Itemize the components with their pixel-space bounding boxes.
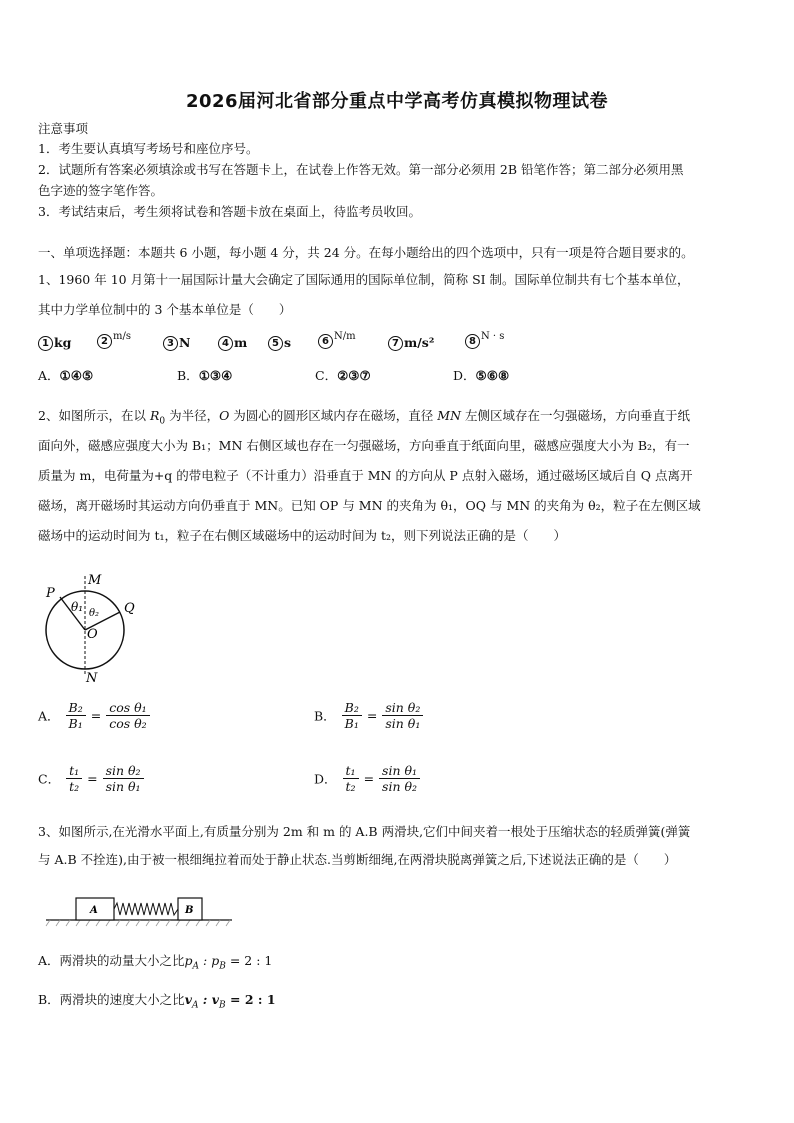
q1-line-1: 1、1960 年 10 月第十一届国际计量大会确定了国际通用的国际单位制，简称 SI 制。国际单位制共有七个基本单位， <box>38 272 690 287</box>
q2-line-2: 面向外，磁感应强度大小为 B₁；MN 右侧区域也存在一匀强磁场，方向垂直于纸面向里，磁感应强度大小为 B₂，有一 <box>38 438 690 453</box>
q3-spring-figure <box>44 882 234 928</box>
label-m: M <box>88 573 102 588</box>
q1-unit-7: 7 m/s² <box>388 335 434 351</box>
q2-line-4: 磁场，离开磁场时其运动方向仍垂直于 MN。已知 OP 与 MN 的夹角为 θ₁，OQ 与 MN 的夹角为 θ₂，粒子在左侧区域 <box>38 498 701 513</box>
label-block-a: A <box>90 905 98 916</box>
notice-item-1: 1．考生要认真填写考场号和座位序号。 <box>38 141 259 156</box>
frac-left: $\frac{\text{t₁}}{\text{t₂}}$ <box>343 763 359 794</box>
frac-left: $\frac{\text{B₂}}{\text{B₁}}$ <box>342 700 362 731</box>
notice-heading: 注意事项 <box>38 121 89 136</box>
q1-line-2: 其中力学单位制中的 3 个基本单位是（ ） <box>38 302 292 317</box>
q2-line-3: 质量为 m，电荷量为+q 的带电粒子（不计重力）沿垂直于 MN 的方向从 P 点射入磁场，通过磁场区域后自 Q 点离开 <box>38 468 693 483</box>
label-o: O <box>87 627 98 642</box>
floor-hatch <box>46 920 230 926</box>
label-q: Q <box>124 601 135 616</box>
frac-left: $\frac{\text{B₂}}{\text{B₁}}$ <box>66 700 86 731</box>
q1-unit-5: 5 s <box>268 335 291 351</box>
frac-right: $\frac{\text{sin θ₂}}{\text{sin θ₁}}$ <box>103 763 144 794</box>
frac-right: $\frac{\text{sin θ₂}}{\text{sin θ₁}}$ <box>382 700 423 731</box>
q3-option-b[interactable]: B．两滑块的速度大小之比$v_A$ : $v_B = 2$ : 1 <box>38 992 276 1011</box>
q3-line-1: 3、如图所示,在光滑水平面上,有质量分别为 2m 和 m 的 A.B 两滑块,它们中间夹着一根处于压缩状态的轻质弹簧(弹簧 <box>38 824 691 839</box>
label-theta1: θ₁ <box>71 600 84 614</box>
label-p: P <box>46 586 55 601</box>
notice-item-2: 2．试题所有答案必须填涂或书写在答题卡上，在试卷上作答无效。第一部分必须用 2B 铅笔作答；第二部分必须用黑 <box>38 162 684 177</box>
q1-unit-4: 4 m <box>218 335 247 351</box>
q2-line-1: 2、如图所示，在以 $R_0$ 为半径，O 为圆心的圆形区域内存在磁场，直径 MN 左侧区域存在一匀强磁场，方向垂直于纸 <box>38 408 691 427</box>
q3-line-2: 与 A.B 不拴连),由于被一根细绳拉着而处于静止状态.当剪断细绳,在两滑块脱离弹簧之后,下述说法正确的是（ ） <box>38 852 677 867</box>
frac-right: $\frac{\text{cos θ₁}}{\text{cos θ₂}}$ <box>106 700 149 731</box>
q2-option-b[interactable]: B． $\frac{\text{B₂}}{\text{B₁}}$ = $\frac{\text{sin θ₂}}{\text{sin θ₁}}$ <box>314 700 425 731</box>
q2-circle-figure <box>38 566 148 686</box>
notice-item-2-cont: 色字迹的签字笔作答。 <box>38 183 164 198</box>
q1-option-b[interactable]: B．①③④ <box>177 368 233 383</box>
label-theta2: θ₂ <box>89 608 100 619</box>
page-title: 2026届河北省部分重点中学高考仿真模拟物理试卷 <box>185 91 609 112</box>
q1-unit-1: 1 kg <box>38 335 71 351</box>
section-1-heading: 一、单项选择题：本题共 6 小题，每小题 4 分，共 24 分。在每小题给出的四个选项中，只有一项是符合题目要求的。 <box>38 245 694 260</box>
q2-line-5: 磁场中的运动时间为 t₁，粒子在右侧区域磁场中的运动时间为 t₂，则下列说法正确的是（ ） <box>38 528 567 543</box>
q2-option-a[interactable]: A． $\frac{\text{B₂}}{\text{B₁}}$ = $\frac{\text{cos θ₁}}{\text{cos θ₂}}$ <box>38 700 152 731</box>
q1-option-d[interactable]: D．⑤⑥⑧ <box>453 368 510 383</box>
compressed-spring <box>114 903 178 915</box>
frac-left: $\frac{\text{t₁}}{\text{t₂}}$ <box>66 763 82 794</box>
q1-unit-8: 8 $^{N \cdot s}$ <box>465 333 504 349</box>
q2-option-d[interactable]: D． $\frac{\text{t₁}}{\text{t₂}}$ = $\frac{\text{sin θ₁}}{\text{sin θ₂}}$ <box>314 763 422 794</box>
notice-item-3: 3．考试结束后，考生须将试卷和答题卡放在桌面上，待监考员收回。 <box>38 204 421 219</box>
frac-right: $\frac{\text{sin θ₁}}{\text{sin θ₂}}$ <box>379 763 420 794</box>
q2-option-c[interactable]: C． $\frac{\text{t₁}}{\text{t₂}}$ = $\frac{\text{sin θ₂}}{\text{sin θ₁}}$ <box>38 763 146 794</box>
q1-option-c[interactable]: C．②③⑦ <box>315 368 371 383</box>
label-n: N <box>86 671 98 686</box>
q1-unit-3: 3 N <box>163 335 190 351</box>
q1-unit-6: 6 $^{N/m}$ <box>318 333 356 349</box>
q1-option-a[interactable]: A．①④⑤ <box>38 368 94 383</box>
q3-option-a[interactable]: A．两滑块的动量大小之比$p_A$ : $p_B = 2$ : 1 <box>38 953 273 972</box>
q1-unit-2: 2 $^{m/s}$ <box>97 333 131 349</box>
label-block-b: B <box>185 905 194 916</box>
